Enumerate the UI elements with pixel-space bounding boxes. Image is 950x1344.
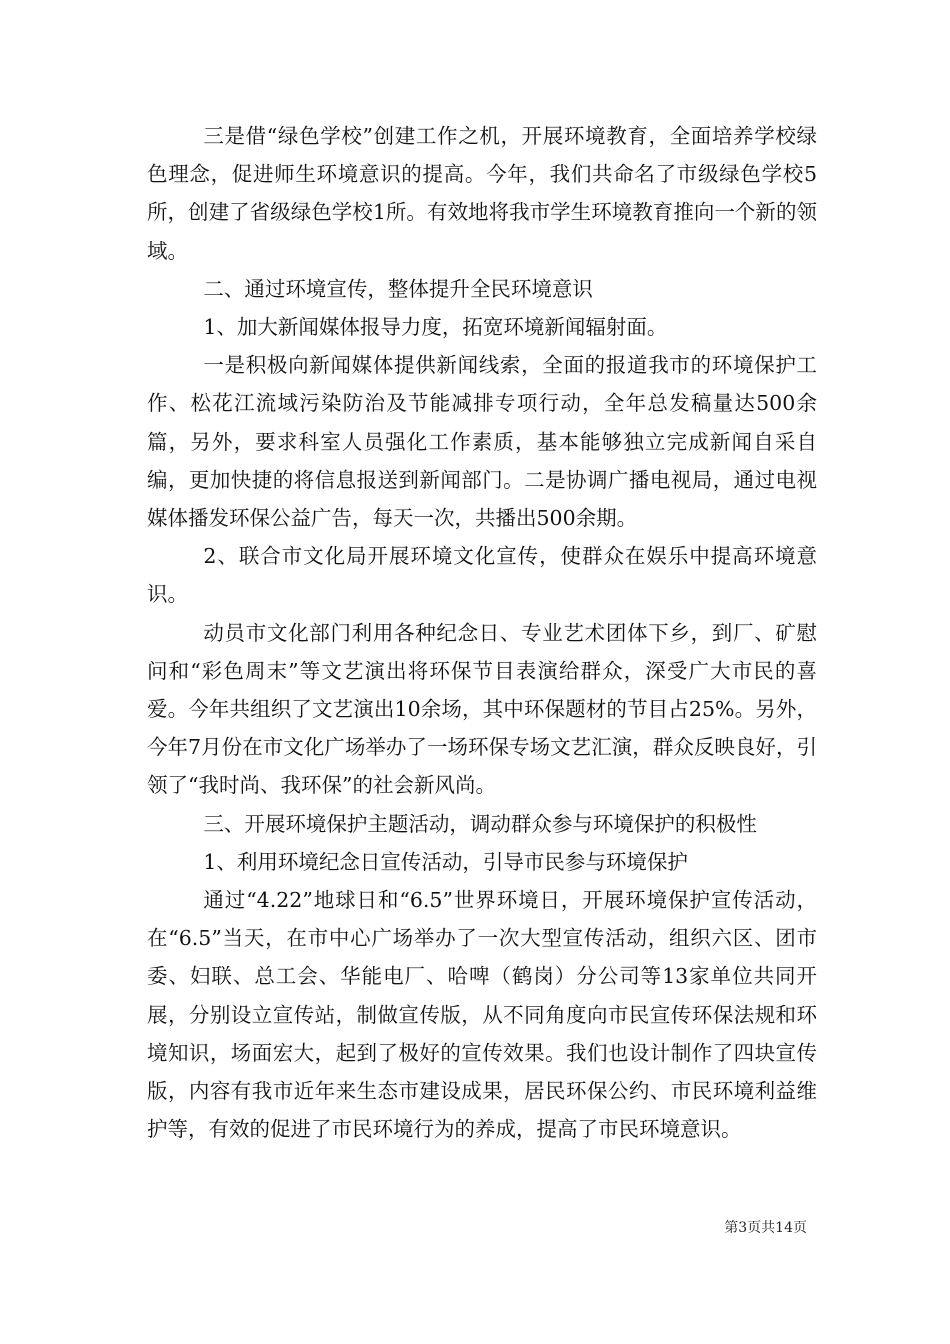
paragraph-news-media: 一是积极向新闻媒体提供新闻线索，全面的报道我市的环境保护工作、松花江流域污染防治及节能减排专项行动，全年总发稿量达500余篇，另外，要求科室人员强化工作素质，基本能够独立完成新闻自采自编，更加快捷的将信息报送到新闻部门。二是协调广播电视局，通过电视媒体播发环保公益广告，每天一次，共播出500余期。 <box>147 353 817 531</box>
document-body <box>147 117 817 1148</box>
heading-section-three: 三、开展环境保护主题活动，调动群众参与环境保护的积极性 <box>203 811 757 836</box>
heading-section-two: 二、通过环境宣传，整体提升全民环境意识 <box>203 276 593 301</box>
paragraph-green-school: 三是借“绿色学校”创建工作之机，开展环境教育，全面培养学校绿色理念，促进师生环境意识的提高。今年，我们共命名了市级绿色学校5所，创建了省级绿色学校1所。有效地将我市学生环境教育推向一个新的领域。 <box>147 124 817 263</box>
paragraph-culture-publicity: 动员市文化部门利用各种纪念日、专业艺术团体下乡，到厂、矿慰问和“彩色周末”等文艺演出将环保节目表演给群众，深受广大市民的喜爱。今年共组织了文艺演出10余场，其中环保题材的节目占25%。另外，今年7月份在市文化广场举办了一场环保专场文艺汇演，群众反映良好，引领了“我时尚、我环保”的社会新风尚。 <box>147 620 817 798</box>
subheading-news-media: 1、加大新闻媒体报导力度，拓宽环境新闻辐射面。 <box>203 315 668 340</box>
paragraph-environment-days: 通过“4.22”地球日和“6.5”世界环境日，开展环境保护宣传活动，在“6.5”当天，在市中心广场举办了一次大型宣传活动，组织六区、团市委、妇联、总工会、华能电厂、哈啤（鹤岗）分公司等13家单位共同开展，分别设立宣传站，制做宣传版，从不同角度向市民宣传环保法规和环境知识，场面宏大，起到了极好的宣传效果。我们也设计制作了四块宣传版，内容有我市近年来生态市建设成果，居民环保公约、市民环境利益维护等，有效的促进了市民环境行为的养成，提高了市民环境意识。 <box>147 888 817 1142</box>
subheading-culture-publicity: 2、联合市文化局开展环境文化宣传，使群众在娱乐中提高环境意识。 <box>147 544 817 607</box>
subheading-environment-days: 1、利用环境纪念日宣传活动，引导市民参与环境保护 <box>203 849 688 874</box>
page-number-footer: 第3页共14页 <box>724 1220 807 1236</box>
